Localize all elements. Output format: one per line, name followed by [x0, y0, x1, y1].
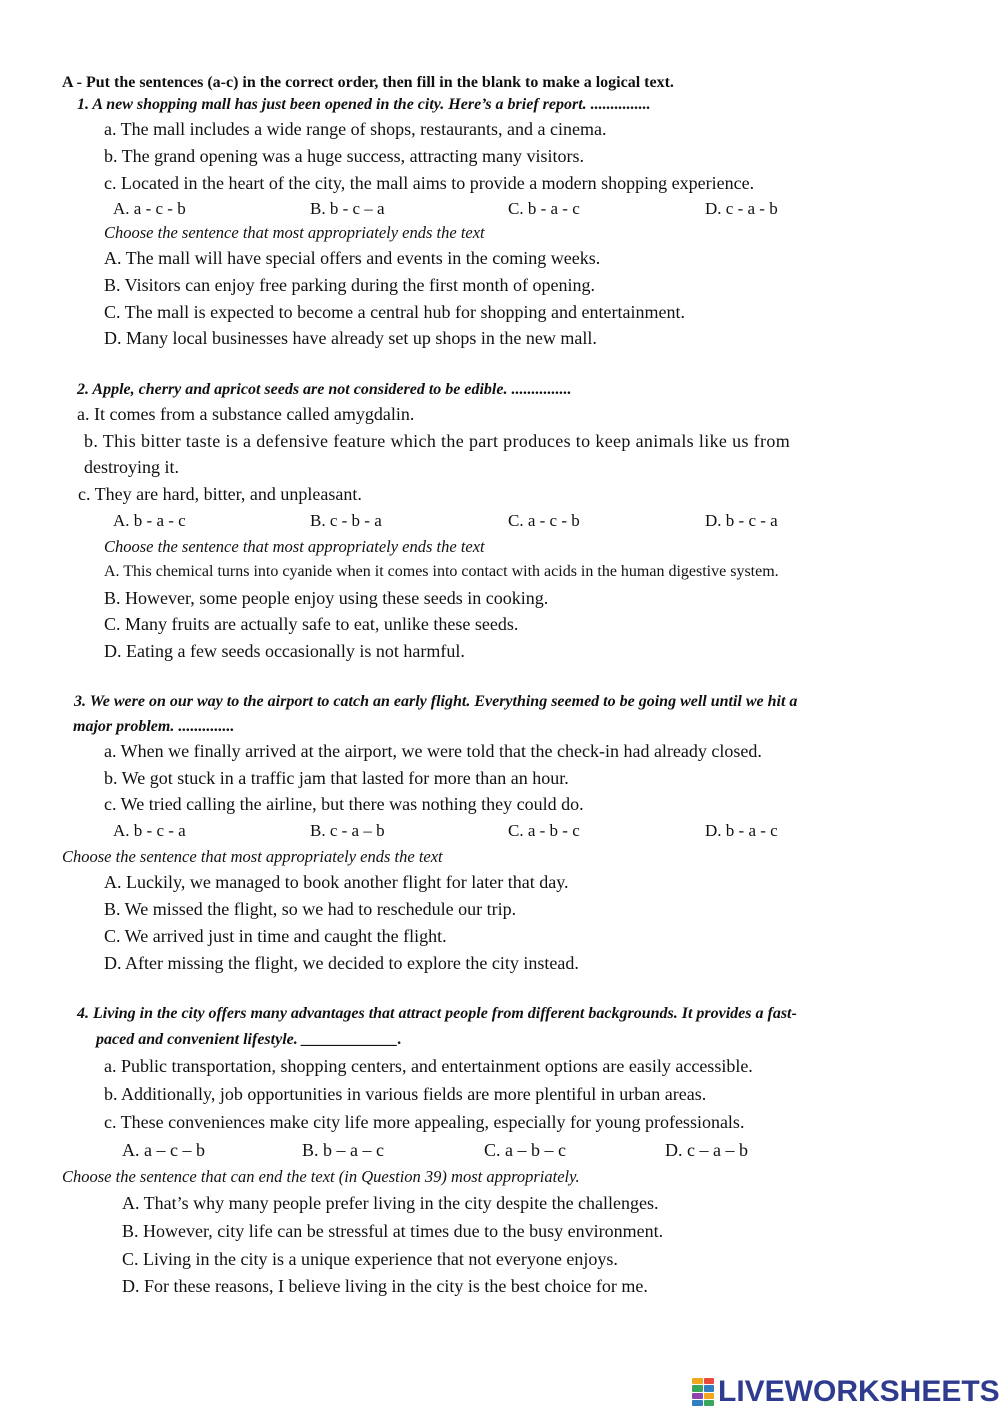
q1-order-option-a[interactable]: A. a - c - b — [113, 199, 186, 218]
logo-text: LIVEWORKSHEETS — [718, 1375, 1000, 1408]
q2-order-option-a[interactable]: A. b - a - c — [113, 511, 186, 530]
q3-prompt: 3. We were on our way to the airport to catch an early flight. Everything seemed to be going well until we hit a — [74, 693, 798, 710]
q4-order-option-a[interactable]: A. a – c – b — [122, 1140, 205, 1160]
section-title: A - Put the sentences (a-c) in the correct order, then fill in the blank to make a logical text. — [62, 74, 674, 91]
q3-instruction: Choose the sentence that most appropriately ends the text — [62, 847, 443, 866]
q3-order-option-b[interactable]: B. c - a – b — [310, 821, 385, 840]
q4-end-option-d[interactable]: D. For these reasons, I believe living in the city is the best choice for me. — [122, 1276, 648, 1296]
q2-end-option-d[interactable]: D. Eating a few seeds occasionally is not harmful. — [104, 641, 465, 661]
q4-end-option-b[interactable]: B. However, city life can be stressful at times due to the busy environment. — [122, 1221, 664, 1241]
q4-order-option-c[interactable]: C. a – b – c — [484, 1140, 566, 1160]
q1-sentence-c: c. Located in the heart of the city, the mall aims to provide a modern shopping experience. — [104, 173, 755, 193]
q3-sentence-a: a. When we finally arrived at the airport, we were told that the check-in had already closed. — [104, 741, 762, 761]
q2-instruction: Choose the sentence that most appropriately ends the text — [104, 537, 485, 556]
q2-order-option-c[interactable]: C. a - c - b — [508, 511, 580, 530]
q4-prompt: 4. Living in the city offers many advantages that attract people from different backgrounds. It provides a fast- — [77, 1005, 797, 1022]
q1-order-option-b[interactable]: B. b - c – a — [310, 199, 385, 218]
q2-sentence-c: c. They are hard, bitter, and unpleasant. — [78, 484, 362, 504]
q1-prompt: 1. A new shopping mall has just been opened in the city. Here’s a brief report. ............... — [77, 96, 651, 113]
q3-order-option-c[interactable]: C. a - b - c — [508, 821, 580, 840]
q1-end-option-c[interactable]: C. The mall is expected to become a central hub for shopping and entertainment. — [104, 302, 685, 322]
q2-end-option-b[interactable]: B. However, some people enjoy using these seeds in cooking. — [104, 588, 549, 608]
q3-sentence-b: b. We got stuck in a traffic jam that lasted for more than an hour. — [104, 768, 569, 788]
q3-end-option-d[interactable]: D. After missing the flight, we decided to explore the city instead. — [104, 953, 579, 973]
q4-sentence-a: a. Public transportation, shopping centers, and entertainment options are easily accessible. — [104, 1056, 753, 1076]
q1-order-option-d[interactable]: D. c - a - b — [705, 199, 778, 218]
q2-end-option-a[interactable]: A. This chemical turns into cyanide when it comes into contact with acids in the human digestive system. — [104, 563, 779, 580]
q3-end-option-b[interactable]: B. We missed the flight, so we had to reschedule our trip. — [104, 899, 517, 919]
q1-end-option-d[interactable]: D. Many local businesses have already set up shops in the new mall. — [104, 328, 597, 348]
q1-sentence-a: a. The mall includes a wide range of shops, restaurants, and a cinema. — [104, 119, 607, 139]
q1-end-option-a[interactable]: A. The mall will have special offers and events in the coming weeks. — [104, 248, 601, 268]
q2-end-option-c[interactable]: C. Many fruits are actually safe to eat, unlike these seeds. — [104, 614, 519, 634]
q4-sentence-c: c. These conveniences make city life more appealing, especially for young professionals. — [104, 1112, 745, 1132]
q4-prompt-cont: paced and convenient lifestyle. ____________. — [96, 1031, 402, 1048]
q2-sentence-b: b. This bitter taste is a defensive feature which the part produces to keep animals like us from — [84, 431, 791, 451]
q4-instruction: Choose the sentence that can end the text (in Question 39) most appropriately. — [62, 1167, 580, 1186]
logo-blocks-icon — [692, 1378, 714, 1406]
q4-end-option-a[interactable]: A. That’s why many people prefer living in the city despite the challenges. — [122, 1193, 659, 1213]
q2-sentence-b-cont: destroying it. — [84, 457, 179, 477]
q3-order-option-a[interactable]: A. b - c - a — [113, 821, 186, 840]
q1-sentence-b: b. The grand opening was a huge success, attracting many visitors. — [104, 146, 585, 166]
q4-order-option-d[interactable]: D. c – a – b — [665, 1140, 748, 1160]
q2-order-option-d[interactable]: D. b - c - a — [705, 511, 778, 530]
q3-end-option-a[interactable]: A. Luckily, we managed to book another flight for later that day. — [104, 872, 569, 892]
q1-end-option-b[interactable]: B. Visitors can enjoy free parking during the first month of opening. — [104, 275, 595, 295]
q3-end-option-c[interactable]: C. We arrived just in time and caught the flight. — [104, 926, 447, 946]
q4-end-option-c[interactable]: C. Living in the city is a unique experience that not everyone enjoys. — [122, 1249, 618, 1269]
liveworksheets-logo — [692, 1374, 1000, 1410]
q1-order-option-c[interactable]: C. b - a - c — [508, 199, 580, 218]
q2-order-option-b[interactable]: B. c - b - a — [310, 511, 382, 530]
q3-prompt-cont: major problem. .............. — [73, 718, 235, 735]
q3-order-option-d[interactable]: D. b - a - c — [705, 821, 778, 840]
q2-prompt: 2. Apple, cherry and apricot seeds are not considered to be edible. ............... — [77, 381, 572, 398]
q3-sentence-c: c. We tried calling the airline, but there was nothing they could do. — [104, 794, 584, 814]
q2-sentence-a: a. It comes from a substance called amygdalin. — [77, 404, 415, 424]
q4-order-option-b[interactable]: B. b – a – c — [302, 1140, 384, 1160]
q4-sentence-b: b. Additionally, job opportunities in various fields are more plentiful in urban areas. — [104, 1084, 707, 1104]
q1-instruction: Choose the sentence that most appropriately ends the text — [104, 223, 485, 242]
